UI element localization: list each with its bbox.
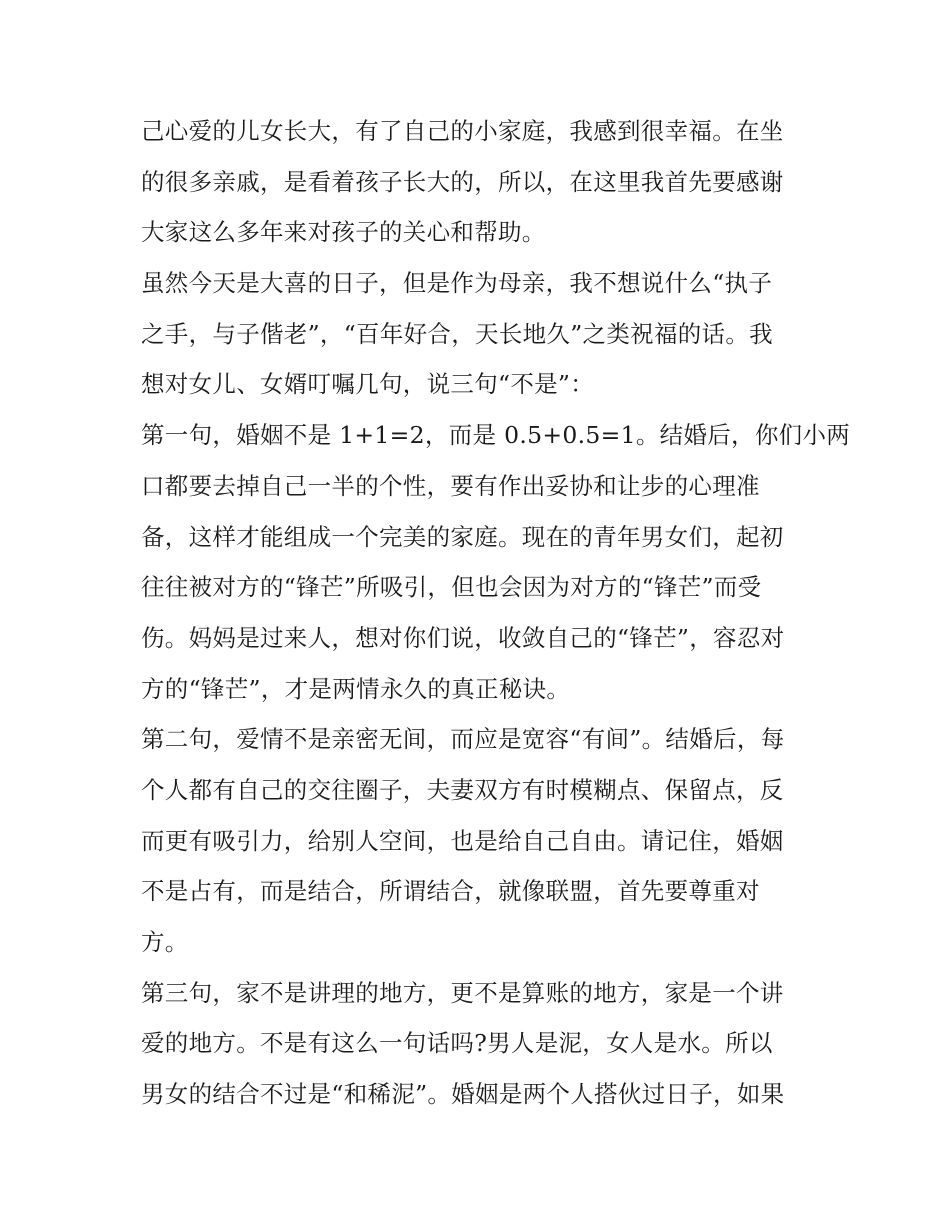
text-line: 而更有吸引力，给别人空间，也是给自己自由。请记住，婚姻 [141,826,784,855]
text-line: 第三句，家不是讲理的地方，更不是算账的地方，家是一个讲 [141,978,784,1007]
text-line: 己心爱的儿女长大，有了自己的小家庭，我感到很幸福。在坐 [141,117,784,145]
text-line: 方。 [141,928,189,956]
text-line: 口都要去掉自己一半的个性，要有作出妥协和让步的心理准 [141,471,760,500]
text-line: 大家这么多年来对孩子的关心和帮助。 [141,218,546,247]
text-line: 男女的结合不过是“和稀泥”。婚姻是两个人搭伙过日子，如果 [141,1080,785,1109]
text-line: 第一句，婚姻不是 1+1=2，而是 0.5+0.5=1。结婚后，你们小两 [141,421,851,450]
text-line: 的很多亲戚，是看着孩子长大的，所以，在这里我首先要感谢 [141,167,784,196]
text-line: 个人都有自己的交往圈子，夫妻双方有时模糊点、保留点，反 [141,775,784,804]
text-line: 往往被对方的“锋芒”所吸引，但也会因为对方的“锋芒”而受 [141,573,762,602]
text-line: 伤。妈妈是过来人，想对你们说，收敛自己的“锋芒”，容忍对 [141,623,785,652]
text-line: 备，这样才能组成一个完美的家庭。现在的青年男女们，起初 [141,522,784,551]
body-text [141,106,851,1120]
text-line: 爱的地方。不是有这么一句话吗?男人是泥，女人是水。所以 [141,1029,773,1058]
text-line: 虽然今天是大喜的日子，但是作为母亲，我不想说什么“执子 [141,269,773,298]
text-line: 想对女儿、女婿叮嘱几句，说三句“不是”： [141,370,595,399]
text-line: 不是占有，而是结合，所谓结合，就像联盟，首先要尊重对 [141,877,760,906]
text-line: 之手，与子偕老”，“百年好合，天长地久”之类祝福的话。我 [141,319,773,348]
text-line: 方的“锋芒”，才是两情永久的真正秘诀。 [141,674,571,703]
text-line: 第二句，爱情不是亲密无间，而应是宽容“有间”。结婚后，每 [141,725,785,754]
